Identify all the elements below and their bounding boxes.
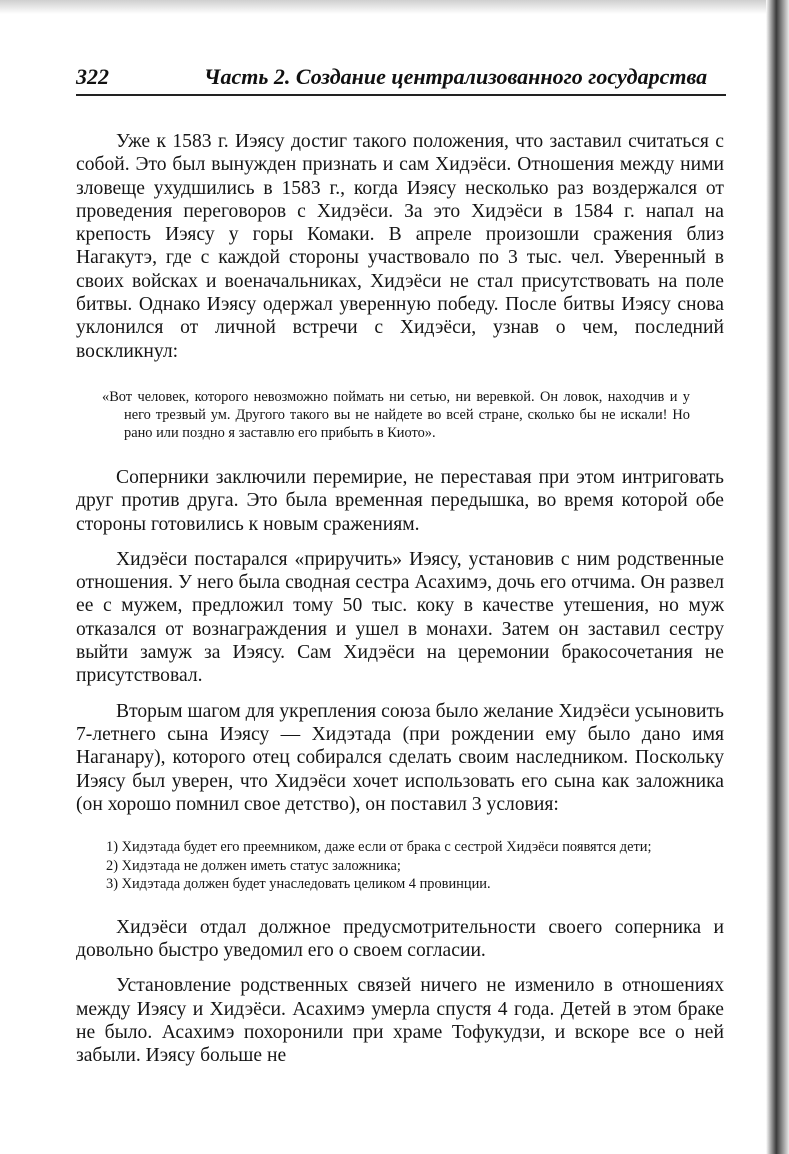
list-item: 2) Хидэтада не должен иметь статус заложника; xyxy=(106,857,401,874)
scan-shadow-right xyxy=(766,0,789,1154)
running-title: Часть 2. Создание централизованного государства xyxy=(204,64,708,89)
paragraph-4: Вторым шагом для укрепления союза было желание Хидэёси усыновить 7-летнего сына Иэясу — Хидэтада (при рождении ему было дано имя Наганару), которого отец собирался сделать своим наследником. Поскольку Иэясу был уверен, что Хидэёси хочет использовать его сына как заложника (он хорошо помнил свое детство), он поставил 3 условия: xyxy=(76,700,724,815)
page-number: 322 xyxy=(76,64,109,89)
paragraph-1: Уже к 1583 г. Иэясу достиг такого положения, что заставил считаться с собой. Это был вынужден признать и сам Хидэёси. Отношения между ними зловеще ухудшились в 1583 г., когда Иэясу несколько раз воздержался от проведения переговоров с Хидэёси. За это Хидэёси в 1584 г. напал на крепость Иэясу у горы Комаки. В апреле произошли сражения близ Нагакутэ, где с каждой стороны участвовало по 3 тыс. чел. Уверенный в своих войсках и военачальниках, Хидэёси не стал присутствовать на поле битвы. Однако Иэясу одержал уверенную победу. После битвы Иэясу снова уклонился от личной встречи с Хидэёси, узнав о чем, последний воскликнул: xyxy=(76,131,724,362)
paragraph-2: Соперники заключили перемирие, не переставая при этом интриговать друг против друга. Это была временная передышка, во время которой обе стороны готовились к новым сражениям. xyxy=(76,466,724,535)
block-quote: «Вот человек, которого невозможно поймать ни сетью, ни веревкой. Он ловок, находчив и у него трезвый ум. Другого такого вы не найдете во всей стране, сколько бы не искали! Но рано или поздно я заставлю его прибыть в Киото». xyxy=(102,388,690,441)
body-text xyxy=(76,130,724,1067)
paragraph-6: Установление родственных связей ничего не изменило в отношениях между Иэясу и Хидэёси. Асахимэ умерла спустя 4 года. Детей в этом браке не было. Асахимэ похоронили при храме Тофукудзи, и вскоре все о ней забыли. Иэясу больше не xyxy=(76,975,724,1067)
paragraph-5: Хидэёси отдал должное предусмотрительности своего соперника и довольно быстро уведомил его о своем согласии. xyxy=(76,916,724,961)
header-rule xyxy=(76,94,726,96)
running-header xyxy=(76,58,726,94)
list-item: 1) Хидэтада будет его преемником, даже если от брака с сестрой Хидэёси появятся дети; xyxy=(106,839,652,856)
paragraph-3: Хидэёси постарался «приручить» Иэясу, установив с ним родственные отношения. У него была сводная сестра Асахимэ, дочь его отчима. Он развел ее с мужем, предложил тому 50 тыс. коку в качестве утешения, но муж отказался от вознаграждения и ушел в монахи. Затем он заставил сестру выйти замуж за Иэясу. Сам Хидэёси на церемонии бракосочетания не присутствовал. xyxy=(76,548,724,687)
scan-shadow-top xyxy=(0,0,789,14)
list-item: 3) Хидэтада должен будет унаследовать целиком 4 провинции. xyxy=(106,876,491,893)
conditions-list xyxy=(76,838,724,894)
